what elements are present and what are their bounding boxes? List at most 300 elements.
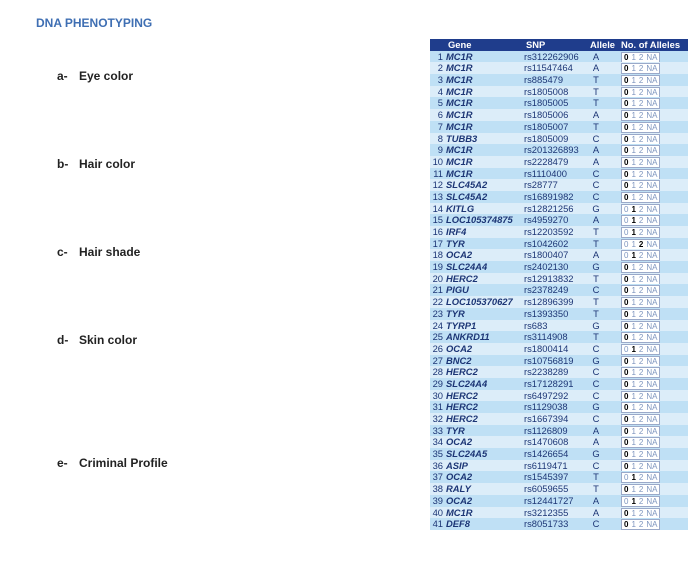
gene-name: OCA2	[446, 436, 473, 448]
allele-count-selector[interactable]	[621, 262, 660, 273]
allele: A	[592, 249, 600, 261]
allele-count-option[interactable]: 0	[624, 99, 629, 109]
allele-count-option[interactable]: 1	[631, 309, 636, 319]
allele-count-selector[interactable]	[621, 414, 660, 425]
allele-count-cell	[621, 156, 685, 168]
allele-count-option[interactable]: 1	[631, 239, 636, 249]
allele-count-cell	[621, 168, 685, 180]
snp-id: rs1129038	[524, 401, 568, 413]
allele-count-option[interactable]: 2	[638, 508, 644, 518]
allele-count-option[interactable]: 2	[638, 169, 644, 179]
table-row	[430, 413, 688, 425]
allele-count-option[interactable]: NA	[646, 356, 658, 366]
allele-count-selector[interactable]	[621, 52, 660, 63]
allele-count-option[interactable]: 2	[638, 450, 644, 460]
allele-count-option[interactable]: NA	[646, 344, 658, 354]
allele-count-option[interactable]: 0	[624, 76, 629, 86]
allele-count-option[interactable]: 0	[624, 263, 629, 273]
allele-count-option[interactable]: NA	[646, 473, 658, 483]
allele-count-option[interactable]: 0	[624, 111, 629, 121]
allele-count-option[interactable]: NA	[646, 379, 658, 389]
allele-count-option[interactable]: 1	[631, 263, 636, 273]
allele-count-option[interactable]: 2	[638, 391, 644, 401]
allele-count-option[interactable]: 1	[631, 379, 636, 389]
table-row	[430, 331, 688, 343]
allele-count-option[interactable]: NA	[646, 169, 658, 179]
allele-count-option[interactable]: 2	[638, 134, 644, 144]
allele-count-option[interactable]: 1	[631, 415, 636, 425]
allele-count-option[interactable]: 1	[631, 228, 636, 238]
allele-count-option[interactable]: NA	[646, 122, 658, 132]
allele: A	[592, 155, 600, 167]
allele-count-option[interactable]: 1	[631, 169, 636, 179]
allele-count-option[interactable]: NA	[646, 321, 658, 331]
table-row	[430, 214, 688, 226]
row-number: 7	[437, 120, 443, 132]
allele-count-cell	[621, 74, 685, 86]
allele-count-option[interactable]: 2	[638, 239, 644, 249]
category-hair-shade	[57, 245, 140, 259]
allele-count-option[interactable]: 0	[624, 368, 629, 378]
allele-count-cell	[621, 97, 685, 109]
allele-count-option[interactable]: 1	[631, 181, 636, 191]
allele-count-selector[interactable]	[621, 98, 660, 109]
snp-id: rs1805008	[524, 85, 569, 97]
allele-count-selector[interactable]	[621, 402, 660, 413]
allele: C	[592, 377, 600, 389]
row-number: 4	[437, 85, 443, 97]
allele-count-option[interactable]: 1	[631, 134, 636, 144]
snp-id: rs16891982	[524, 190, 574, 202]
table-row	[430, 355, 688, 367]
snp-id: rs1042602	[524, 237, 569, 249]
category-label: Hair color	[79, 157, 136, 171]
category-letter: b-	[57, 157, 69, 171]
allele-count-option[interactable]: 1	[631, 426, 636, 436]
category-letter: c-	[57, 245, 68, 259]
allele-count-option[interactable]: 2	[638, 228, 644, 238]
gene-name: OCA2	[446, 494, 473, 506]
allele-count-option[interactable]: NA	[646, 192, 658, 202]
allele-count-option[interactable]: 2	[638, 344, 644, 354]
allele-count-option[interactable]: 0	[624, 134, 629, 144]
snp-id: rs1393350	[524, 307, 569, 319]
category-skin-color	[57, 333, 137, 347]
row-number: 24	[432, 319, 443, 331]
allele-count-cell	[621, 86, 685, 98]
allele-count-selector[interactable]	[621, 519, 660, 530]
allele-count-option[interactable]: 2	[638, 485, 644, 495]
allele-count-option[interactable]: 2	[638, 473, 644, 483]
allele-count-option[interactable]: 1	[631, 216, 636, 226]
row-number: 5	[437, 97, 443, 109]
allele-count-option[interactable]: 0	[624, 461, 629, 471]
allele-count-option[interactable]: NA	[646, 263, 658, 273]
row-number: 2	[437, 62, 443, 74]
allele-count-selector[interactable]	[621, 180, 660, 191]
allele-count-option[interactable]: 0	[624, 87, 629, 97]
allele-count-option[interactable]: 1	[631, 391, 636, 401]
allele-count-option[interactable]: 0	[624, 473, 629, 483]
allele-count-option[interactable]: 2	[638, 309, 644, 319]
allele-count-option[interactable]: 1	[631, 76, 636, 86]
allele-count-option[interactable]: 0	[624, 450, 629, 460]
allele-count-option[interactable]: 1	[631, 438, 636, 448]
allele-count-option[interactable]: NA	[646, 485, 658, 495]
allele-count-selector[interactable]	[621, 250, 660, 261]
allele-count-option[interactable]: NA	[646, 134, 658, 144]
allele: A	[592, 109, 600, 121]
allele-count-option[interactable]: 0	[624, 415, 629, 425]
allele-count-selector[interactable]	[621, 391, 660, 402]
gene-name: LOC105374875	[446, 214, 513, 226]
allele-count-option[interactable]: NA	[646, 508, 658, 518]
row-number: 18	[432, 249, 443, 261]
table-row	[430, 249, 688, 261]
header-allele: Allele	[590, 39, 616, 50]
allele-count-option[interactable]: 1	[631, 192, 636, 202]
allele: G	[592, 401, 600, 413]
allele-count-option[interactable]: 0	[624, 333, 629, 343]
allele-count-option[interactable]: 0	[624, 298, 629, 308]
allele-count-option[interactable]: NA	[646, 426, 658, 436]
snp-id: rs12913832	[524, 272, 574, 284]
gene-name: MC1R	[446, 155, 473, 167]
allele-count-option[interactable]: 1	[631, 274, 636, 284]
allele-count-option[interactable]: 2	[638, 146, 644, 156]
allele-count-option[interactable]: 0	[624, 204, 629, 214]
gene-name: SLC45A2	[446, 190, 488, 202]
allele-count-cell	[621, 284, 685, 296]
table-row	[430, 133, 688, 145]
allele-count-selector[interactable]	[621, 461, 660, 472]
table-row	[430, 62, 688, 74]
row-number: 9	[437, 144, 443, 156]
allele-count-option[interactable]: 0	[624, 52, 629, 62]
allele-count-selector[interactable]	[621, 508, 660, 519]
allele-count-option[interactable]: 1	[631, 298, 636, 308]
allele-count-option[interactable]: 2	[638, 356, 644, 366]
allele-count-option[interactable]: 2	[638, 298, 644, 308]
allele-count-selector[interactable]	[621, 472, 660, 483]
allele-count-selector[interactable]	[621, 204, 660, 215]
allele-count-option[interactable]: 0	[624, 356, 629, 366]
allele: G	[592, 202, 600, 214]
allele-count-selector[interactable]	[621, 110, 660, 121]
allele-count-option[interactable]: 0	[624, 169, 629, 179]
snp-id: rs17128291	[524, 377, 574, 389]
table-row	[430, 378, 688, 390]
allele-count-selector[interactable]	[621, 239, 660, 250]
allele: G	[592, 354, 600, 366]
allele-count-option[interactable]: 1	[631, 485, 636, 495]
gene-name: MC1R	[446, 144, 473, 156]
gene-name: TYRP1	[446, 319, 477, 331]
allele-count-option[interactable]: NA	[646, 251, 658, 261]
row-number: 17	[432, 237, 443, 249]
row-number: 37	[432, 471, 443, 483]
snp-id: rs12896399	[524, 296, 574, 308]
gene-name: HERC2	[446, 366, 478, 378]
allele-count-cell	[621, 191, 685, 203]
allele: G	[592, 261, 600, 273]
allele-count-option[interactable]: 0	[624, 379, 629, 389]
allele-count-selector[interactable]	[621, 449, 660, 460]
allele: A	[592, 494, 600, 506]
allele-count-option[interactable]: 1	[631, 111, 636, 121]
allele-count-selector[interactable]	[621, 426, 660, 437]
allele-count-option[interactable]: NA	[646, 298, 658, 308]
allele-count-option[interactable]: 2	[638, 496, 644, 506]
allele-count-option[interactable]: NA	[646, 286, 658, 296]
allele-count-option[interactable]: NA	[646, 64, 658, 74]
allele-count-selector[interactable]	[621, 145, 660, 156]
allele-count-selector[interactable]	[621, 75, 660, 86]
table-row	[430, 226, 688, 238]
row-number: 22	[432, 296, 443, 308]
table-row	[430, 109, 688, 121]
allele-count-cell	[621, 249, 685, 261]
allele-count-option[interactable]: 1	[631, 520, 636, 530]
allele-count-option[interactable]: 2	[638, 368, 644, 378]
allele-count-selector[interactable]	[621, 344, 660, 355]
allele-count-option[interactable]: NA	[646, 309, 658, 319]
allele-count-option[interactable]: 2	[638, 461, 644, 471]
allele-count-option[interactable]: 1	[631, 496, 636, 506]
allele-count-option[interactable]: 2	[638, 52, 644, 62]
allele-count-selector[interactable]	[621, 321, 660, 332]
allele-count-cell	[621, 483, 685, 495]
allele-count-option[interactable]: NA	[646, 368, 658, 378]
allele-count-selector[interactable]	[621, 63, 660, 74]
table-row	[430, 471, 688, 483]
allele-count-cell	[621, 308, 685, 320]
allele-count-selector[interactable]	[621, 367, 660, 378]
row-number: 15	[432, 214, 443, 226]
allele: T	[593, 471, 599, 483]
allele-count-option[interactable]: 1	[631, 368, 636, 378]
allele-count-cell	[621, 425, 685, 437]
snp-id: rs2402130	[524, 261, 569, 273]
allele-count-option[interactable]: NA	[646, 87, 658, 97]
allele-count-option[interactable]: 0	[624, 181, 629, 191]
allele-count-option[interactable]: NA	[646, 216, 658, 226]
allele-count-option[interactable]: 2	[638, 321, 644, 331]
allele-count-option[interactable]: 1	[631, 286, 636, 296]
allele-count-option[interactable]: 1	[631, 333, 636, 343]
allele-count-selector[interactable]	[621, 437, 660, 448]
allele-count-option[interactable]: 1	[631, 344, 636, 354]
allele-count-option[interactable]: 0	[624, 508, 629, 518]
allele-count-selector[interactable]	[621, 157, 660, 168]
row-number: 32	[432, 413, 443, 424]
allele-count-option[interactable]: 1	[631, 473, 636, 483]
row-number: 31	[432, 401, 443, 413]
allele-count-cell	[621, 109, 685, 121]
allele-count-option[interactable]: 0	[624, 520, 629, 530]
allele-count-option[interactable]: NA	[646, 403, 658, 413]
allele-count-option[interactable]: 0	[624, 485, 629, 495]
allele-count-option[interactable]: NA	[646, 438, 658, 448]
allele-count-option[interactable]: NA	[646, 520, 658, 530]
allele-count-option[interactable]: 2	[638, 204, 644, 214]
allele-count-option[interactable]: 2	[638, 403, 644, 413]
allele-count-option[interactable]: 0	[624, 438, 629, 448]
allele-count-option[interactable]: 2	[638, 286, 644, 296]
allele: G	[592, 319, 600, 331]
allele-count-option[interactable]: 1	[631, 99, 636, 109]
allele-count-option[interactable]: 0	[624, 64, 629, 74]
allele-count-selector[interactable]	[621, 356, 660, 367]
allele-count-option[interactable]: NA	[646, 181, 658, 191]
allele: A	[592, 424, 600, 436]
allele-count-option[interactable]: 2	[638, 333, 644, 343]
allele-count-selector[interactable]	[621, 379, 660, 390]
allele-count-option[interactable]: 0	[624, 286, 629, 296]
allele-count-selector[interactable]	[621, 122, 660, 133]
allele-count-option[interactable]: 0	[624, 496, 629, 506]
allele-count-option[interactable]: 1	[631, 204, 636, 214]
allele-count-option[interactable]: 2	[638, 415, 644, 425]
allele-count-option[interactable]: 1	[631, 64, 636, 74]
gene-name: MC1R	[446, 109, 473, 121]
allele-count-selector[interactable]	[621, 192, 660, 203]
allele: T	[593, 483, 599, 495]
allele-count-selector[interactable]	[621, 227, 660, 238]
category-hair-color	[57, 157, 135, 171]
snp-id: rs1470608	[524, 436, 569, 448]
allele-count-option[interactable]: 1	[631, 450, 636, 460]
allele-count-option[interactable]: NA	[646, 450, 658, 460]
allele-count-option[interactable]: 1	[631, 321, 636, 331]
allele-count-option[interactable]: 2	[638, 216, 644, 226]
allele-count-option[interactable]: 2	[638, 251, 644, 261]
allele-count-option[interactable]: 2	[638, 76, 644, 86]
allele-count-option[interactable]: 2	[638, 64, 644, 74]
gene-name: MC1R	[446, 85, 473, 97]
row-number: 3	[437, 74, 443, 86]
table-row	[430, 51, 688, 63]
allele-count-option[interactable]: 0	[624, 391, 629, 401]
allele-count-option[interactable]: 0	[624, 157, 629, 167]
allele-count-option[interactable]: 0	[624, 122, 629, 132]
allele-count-option[interactable]: NA	[646, 391, 658, 401]
allele-count-selector[interactable]	[621, 484, 660, 495]
allele-count-option[interactable]: 2	[638, 122, 644, 132]
allele-count-option[interactable]: 0	[624, 321, 629, 331]
allele-count-option[interactable]: 1	[631, 508, 636, 518]
allele-count-option[interactable]: NA	[646, 496, 658, 506]
table-row	[430, 401, 688, 413]
allele-count-selector[interactable]	[621, 274, 660, 285]
allele-count-option[interactable]: 2	[638, 181, 644, 191]
table-row	[430, 203, 688, 215]
allele-count-option[interactable]: NA	[646, 52, 658, 62]
snp-id: rs885479	[524, 74, 564, 86]
allele-count-option[interactable]: 0	[624, 146, 629, 156]
allele-count-option[interactable]: NA	[646, 239, 658, 249]
allele-count-option[interactable]: 0	[624, 274, 629, 284]
allele-count-option[interactable]: 0	[624, 216, 629, 226]
allele-count-option[interactable]: 2	[638, 379, 644, 389]
allele-count-option[interactable]: 1	[631, 122, 636, 132]
allele-count-selector[interactable]	[621, 169, 660, 180]
allele-count-option[interactable]: NA	[646, 76, 658, 86]
allele-count-option[interactable]: 2	[638, 192, 644, 202]
allele-count-option[interactable]: 0	[624, 403, 629, 413]
allele-count-option[interactable]: 1	[631, 157, 636, 167]
allele-count-selector[interactable]	[621, 87, 660, 98]
allele-count-option[interactable]: 2	[638, 111, 644, 121]
allele-count-option[interactable]: NA	[646, 111, 658, 121]
snp-id: rs1800414	[524, 342, 569, 354]
allele-count-option[interactable]: 0	[624, 239, 629, 249]
row-number: 39	[432, 494, 443, 506]
allele-count-selector[interactable]	[621, 496, 660, 507]
allele-count-option[interactable]: 0	[624, 228, 629, 238]
allele-count-option[interactable]: 2	[638, 426, 644, 436]
allele-count-option[interactable]: NA	[646, 274, 658, 284]
allele-count-selector[interactable]	[621, 332, 660, 343]
allele-count-option[interactable]: 1	[631, 461, 636, 471]
allele: A	[592, 144, 600, 156]
allele-count-option[interactable]: NA	[646, 415, 658, 425]
allele-count-option[interactable]: NA	[646, 146, 658, 156]
allele-count-selector[interactable]	[621, 215, 660, 226]
allele-count-option[interactable]: 2	[638, 87, 644, 97]
allele-count-selector[interactable]	[621, 297, 660, 308]
row-number: 16	[432, 226, 443, 237]
allele-count-option[interactable]: 2	[638, 99, 644, 109]
allele-count-option[interactable]: 2	[638, 438, 644, 448]
allele-count-option[interactable]: NA	[646, 461, 658, 471]
allele-count-option[interactable]: 1	[631, 251, 636, 261]
header-gene: Gene	[448, 39, 472, 50]
allele-count-selector[interactable]	[621, 285, 660, 296]
allele-count-option[interactable]: 2	[638, 157, 644, 167]
allele-count-option[interactable]: NA	[646, 333, 658, 343]
allele-count-option[interactable]: NA	[646, 157, 658, 167]
allele-count-option[interactable]: 1	[631, 403, 636, 413]
row-number: 28	[432, 366, 443, 378]
snp-id: rs1805007	[524, 120, 569, 132]
table-row	[430, 390, 688, 402]
allele-count-option[interactable]: 1	[631, 356, 636, 366]
allele-count-option[interactable]: 0	[624, 344, 629, 354]
allele-count-option[interactable]: 2	[638, 520, 644, 530]
allele-count-selector[interactable]	[621, 309, 660, 320]
table-row	[430, 284, 688, 296]
snp-id: rs1805009	[524, 132, 569, 144]
allele: G	[592, 448, 600, 460]
allele-count-option[interactable]: 1	[631, 52, 636, 62]
row-number: 1	[437, 50, 443, 62]
allele-count-option[interactable]: 2	[638, 263, 644, 273]
allele-count-option[interactable]: 0	[624, 426, 629, 436]
allele-count-option[interactable]: 0	[624, 192, 629, 202]
allele-count-option[interactable]: NA	[646, 204, 658, 214]
allele-count-option[interactable]: NA	[646, 228, 658, 238]
allele-count-option[interactable]: 0	[624, 309, 629, 319]
allele-count-selector[interactable]	[621, 134, 660, 145]
allele-count-option[interactable]: 1	[631, 146, 636, 156]
allele-count-option[interactable]: 0	[624, 251, 629, 261]
snp-id: rs1805005	[524, 97, 569, 109]
allele-count-option[interactable]: 2	[638, 274, 644, 284]
allele-count-option[interactable]: 1	[631, 87, 636, 97]
allele: A	[592, 214, 600, 226]
allele-count-option[interactable]: NA	[646, 99, 658, 109]
